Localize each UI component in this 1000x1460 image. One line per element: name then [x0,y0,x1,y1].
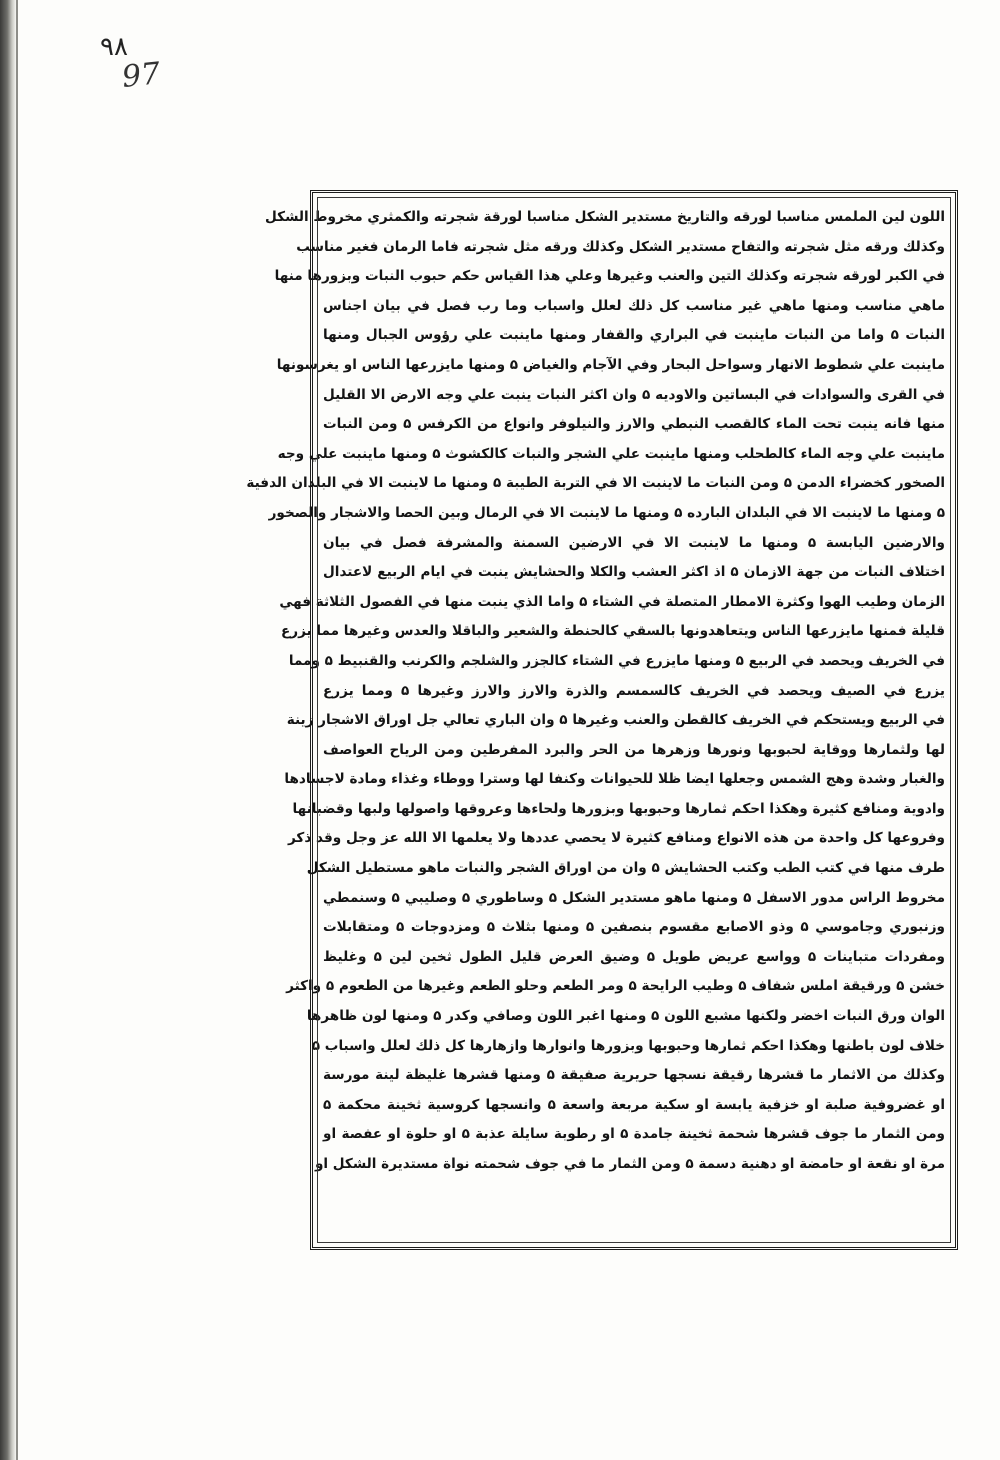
text-line: في الكبر لورقه شجرته وكذلك التين والعنب وغيرها وعلي هذا القياس حكم حبوب النبات وبزورها منها [274,268,945,285]
text-line: ماينبت علي وجه الماء كالطحلب ومنها ماينبت علي الشجر والنبات كالكشوث ۵ ومنها ماينبت علي وجه [277,445,945,462]
text-line: لها ولثمارها ووقاية لحبوبها ونورها وزهرها من الحر والبرد المفرطين ومن الرياح العواصف [323,741,945,758]
text-line: مخروط الراس مدور الاسفل ۵ ومنها ماهو مستدير الشكل ۵ وساطوري ۵ وصليبي ۵ وسنمطي [323,889,945,906]
text-line: وكذلك ورقه مثل شجرته والتفاح مستدير الشكل وكذلك ورقه مثل شجرته فاما الرمان فغير مناسب [296,238,945,255]
text-line: والارضين اليابسة ۵ ومنها ما لاينبت الا في الارضين السمنة والمشرفة فصل في بيان [323,534,945,551]
text-line: اللون لين الملمس مناسبا لورقه والتاريخ مستدير الشكل مناسبا لورقة شجرته والكمثري مخروط الشكل [265,209,945,225]
text-line: خشن ۵ ورقيقة املس شفاف ۵ وطيب الرايحة ۵ ومر الطعم وحلو الطعم وغيرها من الطعوم ۵ واكثر [286,978,945,995]
text-line: او غضروفية صلبة او خزفية يابسة او سكية مربعة واسعة ۵ وانسجها كروسية ثخينة محكمة ۵ [323,1096,945,1113]
text-line: الزمان وطيب الهوا وكثرة الامطار المتصلة في الشتاء ۵ واما الذي ينبت منها في الفصول الثلاثة فهي [279,593,945,610]
folio-arabic-numeral: ٩٨ [100,32,128,62]
folio-latin-numeral: 97 [120,56,162,95]
text-line: ماينبت علي شطوط الانهار وسواحل البحار وفي الآجام والغياض ۵ ومنها مايزرعها الناس او يغرسونها [276,356,945,373]
text-line: في الربيع ويستحكم في الخريف كالقطن والعنب وغيرها ۵ وان الباري تعالي جل اوراق الاشجار زينة [286,712,945,729]
text-line: وكذلك من الاثمار ما قشرها رقيقة نسجها حريرية صفيقة ۵ ومنها قشرها غليظة لينة مورسة [323,1067,946,1084]
text-line: النبات ۵ واما من النبات ماينبت في البراري والقفار ومنها ماينبت علي رؤوس الجبال ومنها [323,327,945,344]
manuscript-text [246,203,946,1239]
folio-number [98,30,168,100]
text-line: خلاف لون باطنها وهكذا احكم ثمارها وحبوبها وبزورها وانوارها وازهارها كل ذلك لعلل واسباب ۵ [311,1037,945,1054]
text-line: الوان ورق النبات اخضر ولكنها مشبع اللون ۵ ومنها اغبر اللون وصافي وكدر ۵ ومنها لون ظاهرها [306,1008,945,1025]
page-binding-shadow [0,0,16,1460]
text-line: الصخور كخضراء الدمن ۵ ومن النبات ما لاينبت الا في التربة الطيبة ۵ ومنها ما لاينبت الا في البلدان الدفية [246,475,945,492]
text-line: ۵ ومنها ما لاينبت الا في البلدان البارده ۵ ومنها ما لاينبت الا في الرمال وبين الحصا والاشجار والصخور [268,504,945,521]
text-line: يزرع في الصيف ويحصد في الخريف كالسمسم والذرة والارز والارز وغيرها ۵ ومما يزرع [323,682,945,699]
text-line: وزنبوري وجاموسي ۵ وذو الاصابع مقسوم بنصفين ۵ ومنها بثلاث ۵ ومزدوجات ۵ ومتقابلات [323,919,945,936]
text-line: اختلاف النبات من جهة الازمان ۵ اذ اكثر العشب والكلا والحشايش ينبت في ايام الربيع لاعتدال [323,564,945,581]
text-line: قليلة فمنها مايزرعها الناس ويتعاهدونها بالسقي كالحنطة والشعير والباقلا والعدس وغيرها مما يزرع [281,623,945,640]
text-line: ماهي مناسب ومنها ماهي غير مناسب كل ذلك لعلل واسباب وما رب فصل في بيان اجناس [323,297,945,314]
text-line: وادوية ومنافع كثيرة وهكذا احكم ثمارها وحبوبها وبزورها ولحاءها وعروقها واصولها ولبها وقضبانها [292,800,945,817]
text-line: والغبار وشدة وهج الشمس وجعلها ايضا ظلا للحيوانات وكنفا لها وسترا ووطاء وغذاء ومادة لاجسادها [284,771,945,788]
text-line: منها فانه ينبت تحت الماء كالقصب النبطي والارز والنيلوفر وانواع من الكرفس ۵ ومن النبات [323,416,945,433]
text-line: في الخريف ويحصد في الربيع ۵ ومنها مايزرع في الشتاء كالجزر والشلجم والكرنب والقنبيط ۵ ومما [288,652,945,669]
binding-edge-line [16,0,18,1460]
text-line: طرف منها في كتب الطب وكتب الحشايش ۵ وان من اوراق الشجر والنبات ماهو مستطيل الشكل [306,860,945,877]
text-line: في القرى والسوادات في البساتين والاوديه ۵ وان اكثر النبات ينبت علي وجه الارض الا القليل [323,386,945,403]
text-line: وفروعها كل واحدة من هذه الانواع ومنافع كثيرة لا يحصي عددها ولا يعلمها الا الله عز وجل وقد ذكر [287,830,945,847]
text-line: ومن الثمار ما جوف قشرها شحمة ثخينة جامدة ۵ او رطوبة سايلة عذبة ۵ او حلوة او عفصة او [323,1126,945,1143]
text-line [323,1209,945,1239]
text-block-frame [246,190,958,1250]
text-line [323,1180,945,1210]
text-line: مرة او نقعة او حامضة او دهنية دسمة ۵ ومن الثمار ما في جوف شحمته نواة مستديرة الشكل او [314,1156,945,1172]
text-line: ومفردات متباينات ۵ وواسع عريض طويل ۵ وضيق العرض قليل الطول ثخين لين ۵ وغليظ [323,948,946,965]
